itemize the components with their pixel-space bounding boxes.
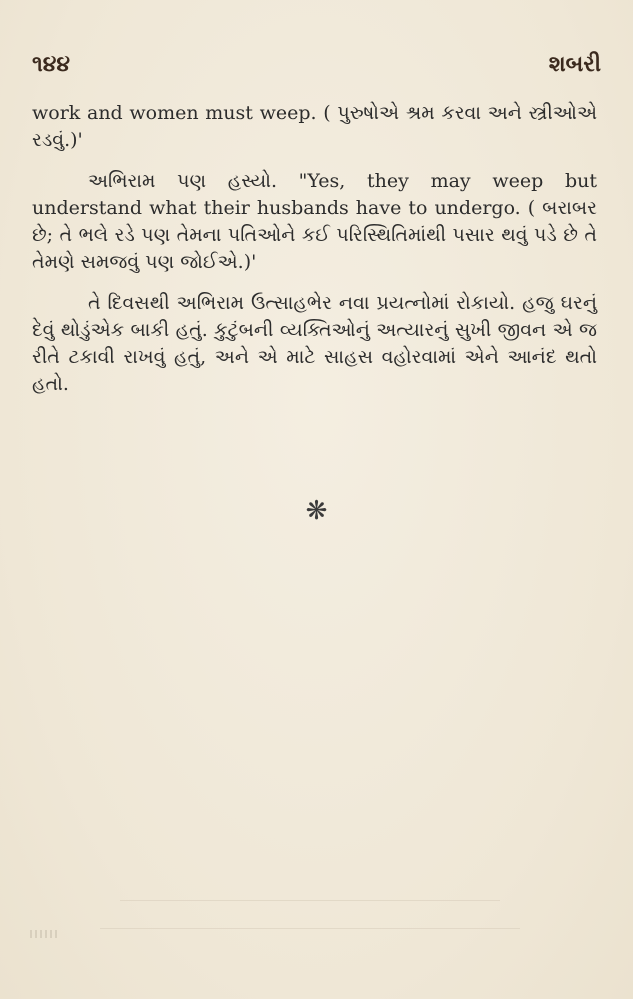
- paper-specks: [30, 930, 60, 938]
- show-through-line: [100, 928, 520, 929]
- paragraph-3: તે દિવસથી અભિરામ ઉત્સાહભેર નવા પ્રયત્નોમાં રોકાયો. હજુ ઘરનું દેવું થોડુંએક બાકી હતું. કુટુંબની વ્યક્તિઓનું અત્યારનું સુખી જીવન એ જ રીતે ટકાવી રાખવું હતું, અને એ માટે સાહસ વહોરવામાં એને આનંદ થતો હતો.: [32, 292, 597, 395]
- paragraph-2: અભિરામ પણ હસ્યો. "Yes, they may weep but understand what their husbands have to undergo. ( બરાબર છે; તે ભલે રડે પણ તેમના પતિઓને કઈ પરિસ્થિતિમાંથી પસાર થવું પડે છે તે તેમણે સમજવું પણ જોઈએ.)': [32, 170, 597, 273]
- running-head: શબરી: [548, 52, 601, 77]
- fleuron-icon: ❋: [305, 496, 328, 526]
- body-text: [32, 100, 597, 412]
- paragraph-1: work and women must weep. ( પુરુષોએ શ્રમ કરવા અને સ્ત્રીઓએ રડવું.)': [32, 102, 597, 151]
- page-header: [32, 52, 601, 82]
- page-number: ૧૪૪: [32, 52, 71, 77]
- show-through-line: [120, 900, 500, 901]
